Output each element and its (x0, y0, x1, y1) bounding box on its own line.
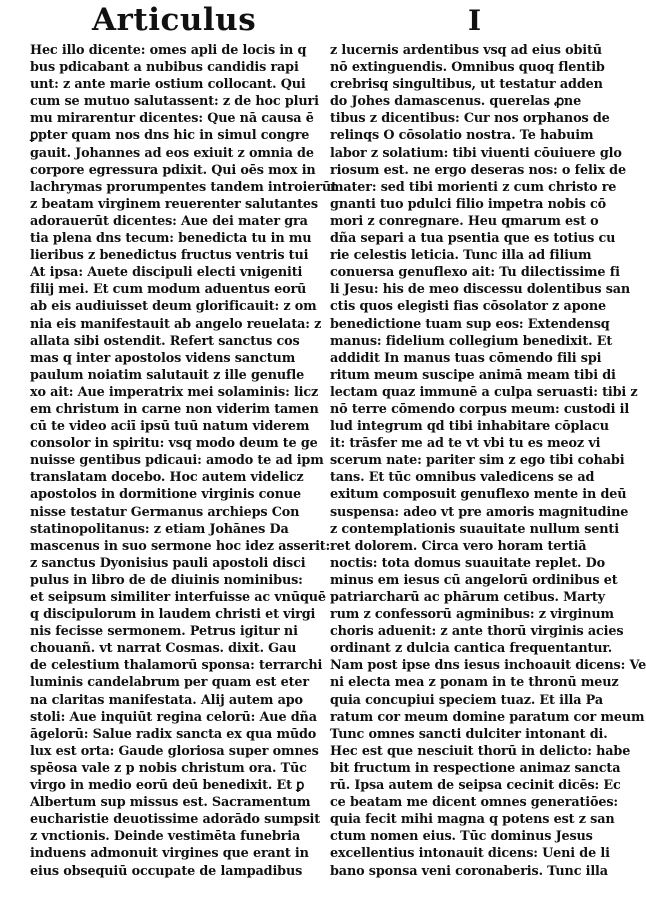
text-line: nō terre cōmendo corpus meum: custodi il (330, 401, 630, 417)
text-line: At ipsa: Auete discipuli electi vnigeniti (30, 265, 303, 281)
text-line: rum z confessorū agminibus: z virginum (330, 607, 614, 623)
text-line: dña separi a tua psentia que es totius cu (330, 231, 616, 247)
text-line: eucharistie deuotissime adorādo sumpsit (30, 812, 320, 828)
text-line: rū. Ipsa autem de seipsa cecinit dicēs: Ec (330, 778, 621, 794)
text-line: excellentius intonauit dicens: Ueni de li (330, 846, 610, 862)
text-line: gauit. Johannes ad eos exiuit z omnia de (30, 145, 314, 161)
running-title: Articulus (92, 2, 257, 38)
text-line: riosum est. ne ergo deseras nos: o felix de (330, 162, 626, 178)
text-line: li Jesu: his de meo discessu dolentibus san (330, 282, 631, 298)
text-line: Hec illo dicente: omes apli de locis in q (30, 43, 307, 58)
text-line: bit fructum in respectione animaz sancta (330, 760, 621, 776)
text-line: ritum meum suscipe animā meam tibi di (330, 367, 616, 383)
text-line: allata sibi ostendit. Refert sanctus cos (30, 333, 300, 349)
text-line: minus em iesus cū angelorū ordinibus et (330, 572, 618, 588)
text-line: statinopolitanus: z etiam Johānes Da (30, 521, 289, 537)
text-line: translatam docebo. Hoc autem videlicz (30, 470, 304, 486)
text-line: nō extinguendis. Omnibus quoq flentib (330, 60, 605, 76)
text-line: pulus in libro de de diuinis nominibus: (30, 572, 303, 588)
left-text-column (30, 42, 337, 880)
text-line: tia plena dns tecum: benedicta tu in mu (30, 231, 312, 247)
text-line: xo ait: Aue imperatrix mei solaminis: licz (30, 384, 319, 400)
text-line: consolor in spiritu: vsq modo deum te ge (30, 436, 318, 452)
text-line: āgelorū: Salue radix sancta ex qua mūdo (30, 726, 317, 742)
page-header (0, 2, 628, 42)
text-line: mu mirarentur dicentes: Que nā causa ē (30, 111, 314, 127)
text-line: conuersa genuflexo ait: Tu dilectissime fi (330, 265, 620, 281)
text-line: chouanñ. vt narrat Cosmas. dixit. Gau (30, 641, 297, 657)
text-line: cū te video aciī ipsū tuū natum viderem (30, 419, 310, 435)
right-text-column (330, 42, 646, 880)
text-line: mascenus in suo sermone hoc idez asserit: (30, 538, 331, 554)
text-line: mori z conregnare. Heu qmarum est o (330, 213, 599, 229)
text-line: lectam quaz immunē a culpa seruasti: tibi z (330, 384, 638, 400)
text-line: lud integrum qd tibi inhabitare cōplacu (330, 419, 609, 435)
text-line: nisse testatur Germanus archieps Con (30, 504, 300, 520)
text-line: et seipsum similiter interfuisse ac vnūquē (30, 590, 326, 605)
text-line: bus pdicabant a nubibus candidis rapi (30, 60, 299, 76)
text-line: adorauerūt dicentes: Aue dei mater gra (30, 213, 308, 229)
text-line: crebrisq singultibus, ut testatur adden (330, 77, 603, 93)
text-line: filij mei. Et cum modum aduentus eorū (30, 282, 307, 298)
text-line: lieribus z benedictus fructus ventris tui (30, 248, 309, 264)
text-line: apostolos in dormitione virginis conue (30, 487, 301, 503)
text-line: z vnctionis. Deinde vestimēta funebria (30, 829, 301, 845)
text-line: ratum cor meum domine paratum cor meum (330, 709, 645, 725)
text-line: ꝑpter quam nos dns hic in simul congre (30, 128, 310, 144)
text-line: ab eis audiuisset deum glorificauit: z om (30, 299, 317, 315)
text-line: q discipulorum in laudem christi et virgi (30, 607, 316, 623)
text-line: Nam post ipse dns iesus inchoauit dicens: Ve (330, 658, 646, 674)
text-line: paulum noiatim salutauit z ille genufle (30, 367, 305, 383)
text-line: lux est orta: Gaude gloriosa super omnes (30, 743, 319, 759)
text-line: bano sponsa veni coronaberis. Tunc illa (330, 863, 608, 879)
text-line: nuisse gentibus pdicaui: amodo te ad ipm (30, 453, 324, 469)
text-line: gnanti tuo pdulci filio impetra nobis cō (330, 196, 607, 212)
text-line: exitum composuit genuflexo mente in deū (330, 487, 627, 503)
text-line: it: trāsfer me ad te vt vbi tu es meoz vi (330, 436, 601, 452)
text-line: z contemplationis suauitate nullum senti (330, 521, 619, 537)
text-line: Tunc omnes sancti dulciter intonant di. (330, 726, 608, 742)
text-line: ni electa mea z ponam in te thronū meuz (330, 675, 619, 691)
text-line: z beatam virginem reuerenter salutantes (30, 196, 318, 212)
text-line: luminis candelabrum per quam est eter (30, 675, 309, 691)
text-line: na claritas manifestata. Alij autem apo (30, 692, 303, 708)
text-line: z lucernis ardentibus vsq ad eius obitū (330, 43, 602, 58)
text-line: corpore egressura pdixit. Qui oēs mox in (30, 162, 316, 178)
text-line: eius obsequiū occupate de lampadibus (30, 863, 303, 879)
text-line: spēosa vale z p nobis christum ora. Tūc (30, 760, 307, 776)
text-line: quia concupiui speciem tuaz. Et illa Pa (330, 692, 603, 708)
text-line: noctis: tota domus suauitate replet. Do (330, 555, 605, 571)
text-line: Hec est que nesciuit thorū in delicto: habe (330, 743, 631, 759)
text-line: tans. Et tūc omnibus valedicens se ad (330, 470, 595, 486)
text-line: relinqs O cōsolatio nostra. Te habuim (330, 128, 594, 144)
folio-number: I (468, 4, 482, 37)
text-line: unt: z ante marie ostium collocant. Qui (30, 77, 306, 93)
text-line: lachrymas prorumpentes tandem introierūt (30, 179, 337, 195)
text-line: z sanctus Dyonisius pauli apostoli disci (30, 555, 306, 571)
text-line: stoli: Aue inquiūt regina celorū: Aue dña (30, 709, 317, 725)
text-line: ret dolorem. Circa vero horam tertiā (330, 538, 587, 554)
text-line: quia fecit mihi magna q potens est z san (330, 812, 615, 828)
text-line: ordinant z dulcia cantica frequentantur. (330, 641, 613, 657)
text-line: cum se mutuo salutassent: z de hoc pluri (30, 94, 319, 110)
text-line: rie celestis leticia. Tunc illa ad filium (330, 248, 592, 264)
text-line: ctum nomen eius. Tūc dominus Jesus (330, 829, 593, 845)
text-line: benedictione tuam sup eos: Extendensq (330, 316, 610, 332)
text-line: tibus z dicentibus: Cur nos orphanos de (330, 111, 610, 127)
text-line: manus: fidelium collegium benedixit. Et (330, 333, 613, 349)
text-line: choris aduenit: z ante thorū virginis acies (330, 624, 624, 640)
text-line: nis fecisse sermonem. Petrus igitur ni (30, 624, 298, 640)
text-line: induens admonuit virgines que erant in (30, 846, 309, 862)
text-line: mater: sed tibi morienti z cum christo re (330, 179, 617, 195)
text-line: do Johes damascenus. querelas ꝓne (330, 94, 582, 110)
text-line: em christum in carne non viderim tamen (30, 401, 319, 417)
text-line: virgo in medio eorū deū benedixit. Et ꝑ (30, 778, 305, 794)
text-line: Albertum sup missus est. Sacramentum (30, 795, 311, 811)
text-line: de celestium thalamorū sponsa: terrarchi (30, 658, 323, 674)
text-line: labor z solatium: tibi viuenti cōuiuere glo (330, 145, 622, 161)
text-line: scerum nate: pariter sim z ego tibi cohabi (330, 453, 625, 469)
text-line: ce beatam me dicent omnes generatiōes: (330, 795, 618, 811)
text-line: patriarcharū ac phārum cetibus. Marty (330, 590, 605, 605)
text-line: nia eis manifestauit ab angelo reuelata: z (30, 316, 322, 332)
text-line: mas q inter apostolos videns sanctum (30, 350, 296, 366)
text-line: ctis quos elegisti fias cōsolator z apone (330, 299, 607, 315)
text-line: addidit In manus tuas cōmendo fili spi (330, 350, 602, 366)
text-line: suspensa: adeo vt pre amoris magnitudine (330, 504, 629, 520)
